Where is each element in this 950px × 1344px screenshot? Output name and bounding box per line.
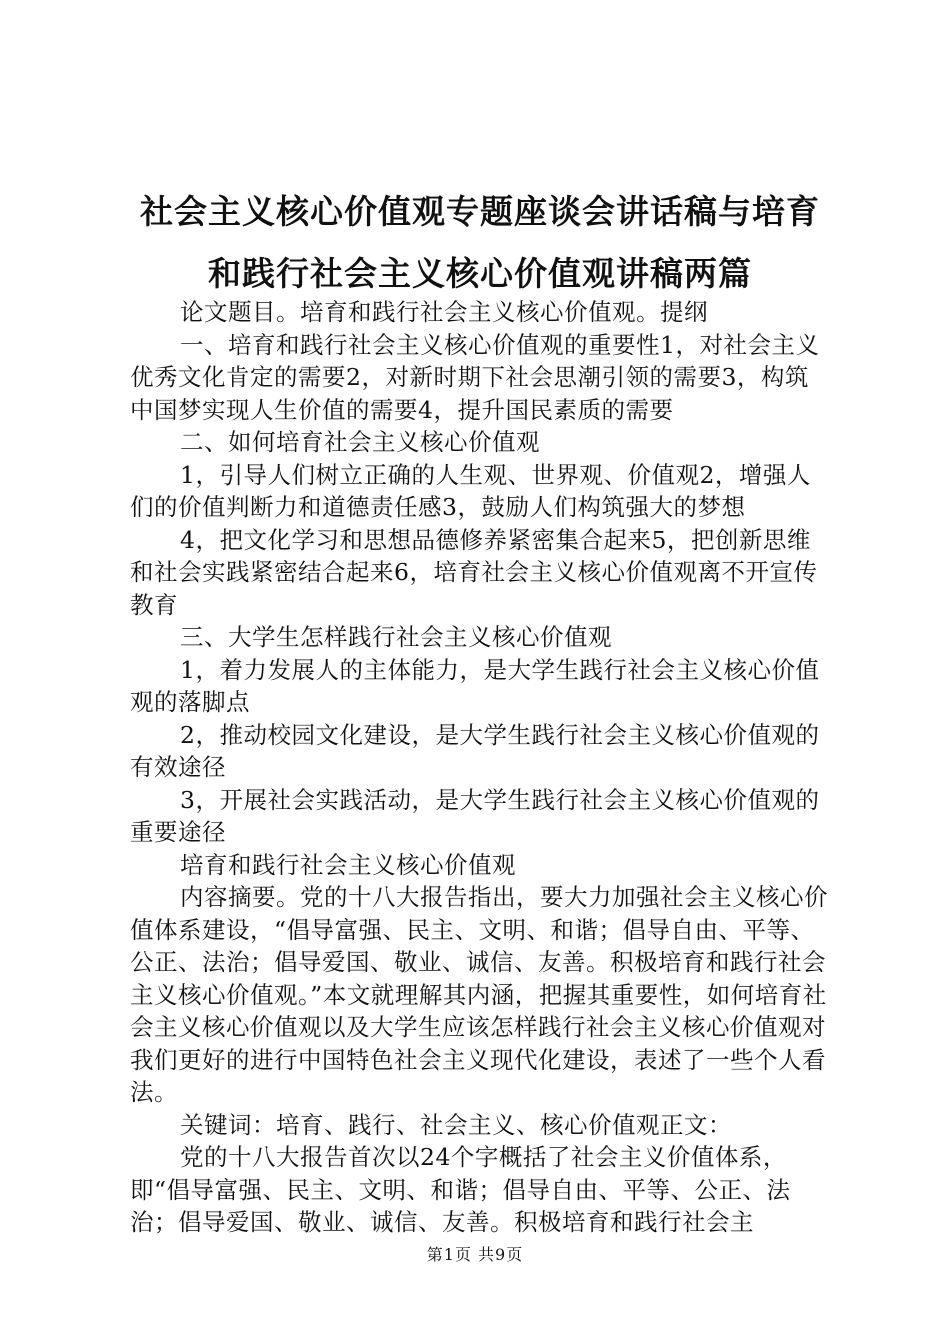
paragraph-outline-2-items-1-3: 1，引导人们树立正确的人生观、世界观、价值观2，增强人们的价值判断力和道德责任感3，鼓励人们构筑强大的梦想 bbox=[130, 460, 811, 521]
paragraph-abstract: 内容摘要。党的十八大报告指出，要大力加强社会主义核心价值体系建设，“倡导富强、民主、文明、和谐；倡导自由、平等、公正、法治；倡导爱国、敬业、诚信、友善。积极培育和践行社会主义核心价值观。”本文就理解其内涵，把握其重要性，如何培育社会主义核心价值观以及大学生应该怎样践行社会主义核心价值观对我们更好的进行中国特色社会主义现代化建设，表述了一些个人看法。 bbox=[130, 883, 828, 1106]
paragraph-outline-2-items-4-6: 4，把文化学习和思想品德修养紧密集合起来5，把创新思维和社会实践紧密结合起来6，培育社会主义核心价值观离不开宣传教育 bbox=[130, 525, 818, 619]
paragraph-outline-section-2: 二、如何培育社会主义核心价值观 bbox=[180, 428, 540, 456]
paragraph-keywords: 关键词：培育、践行、社会主义、核心价值观正文： bbox=[180, 1110, 732, 1139]
document-title-line-2: 和践行社会主义核心价值观讲稿两篇 bbox=[208, 254, 752, 293]
paragraph-body-start: 党的十八大报告首次以24个字概括了社会主义价值体系，即“倡导富强、民主、文明、和谐；倡导自由、平等、公正、法治；倡导爱国、敬业、诚信、友善。积极培育和践行社会主 bbox=[130, 1143, 791, 1236]
paragraph-outline-3-item-2: 2，推动校园文化建设，是大学生践行社会主义核心价值观的有效途径 bbox=[130, 720, 820, 781]
paragraph-outline-3-item-1: 1，着力发展人的主体能力，是大学生践行社会主义核心价值观的落脚点 bbox=[130, 655, 820, 716]
document-body bbox=[130, 296, 832, 1239]
document-title-line-1: 社会主义核心价值观专题座谈会讲话稿与培育 bbox=[140, 192, 820, 231]
paragraph-outline-3-item-3: 3，开展社会实践活动，是大学生践行社会主义核心价值观的重要途径 bbox=[130, 785, 820, 846]
paragraph-outline-section-3: 三、大学生怎样践行社会主义核心价值观 bbox=[180, 623, 612, 651]
paragraph-outline-section-1: 一、培育和践行社会主义核心价值观的重要性1，对社会主义优秀文化肯定的需要2，对新时期下社会思潮引领的需要3，构筑中国梦实现人生价值的需要4，提升国民素质的需要 bbox=[130, 330, 820, 424]
page-footer: 第1页 共9页 bbox=[426, 1245, 524, 1264]
paragraph-thesis-topic: 论文题目。培育和践行社会主义核心价值观。提纲 bbox=[180, 298, 708, 326]
paragraph-essay-title: 培育和践行社会主义核心价值观 bbox=[180, 850, 516, 879]
